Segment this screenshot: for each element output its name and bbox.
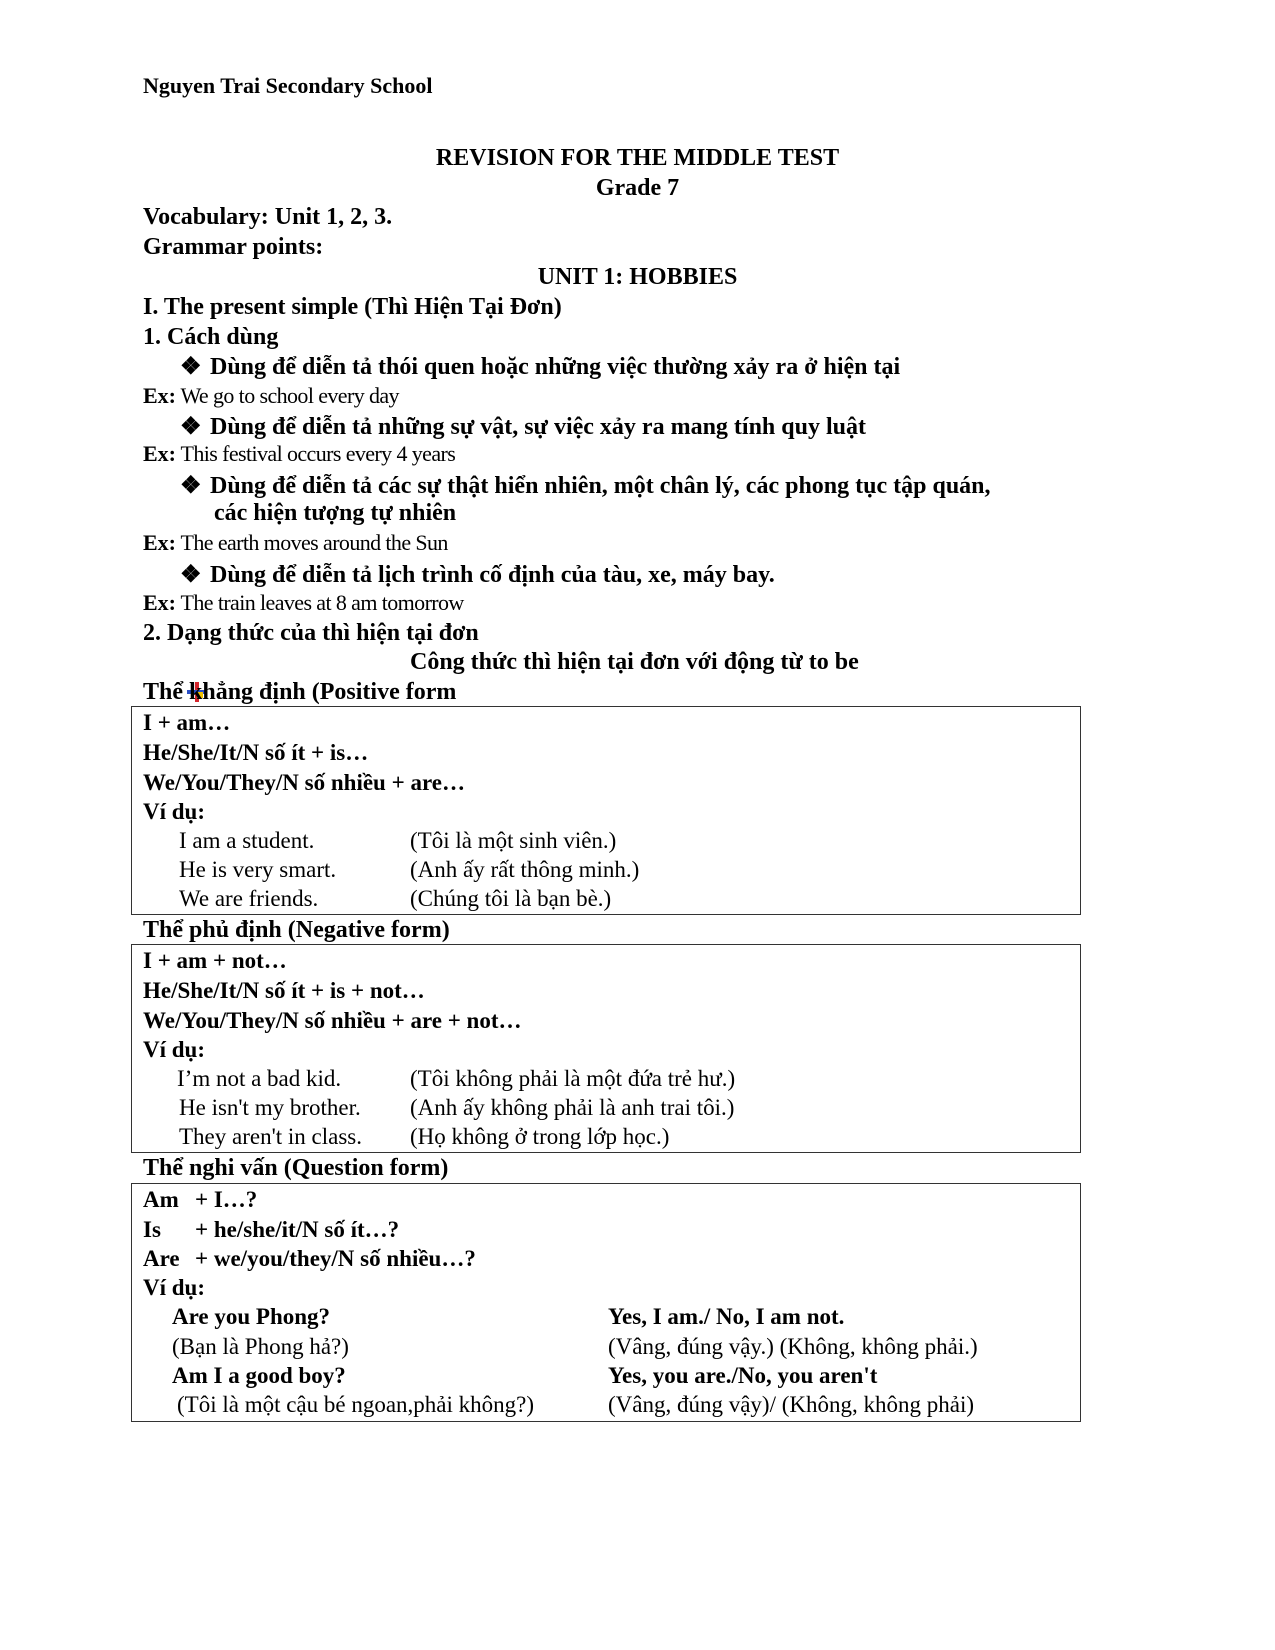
example-text-1: We go to school every day: [180, 383, 399, 408]
question-rule-line: [143, 1187, 257, 1213]
rule-line: He/She/It/N số ít + is…: [143, 740, 369, 765]
question-rule-line: [143, 1217, 399, 1243]
positive-form-heading: Thể khẳng định (Positive form: [143, 679, 457, 705]
unit-heading: UNIT 1: HOBBIES: [537, 264, 738, 290]
diamond-bullet-icon: ❖: [180, 473, 202, 499]
example-label: Ví dụ:: [143, 799, 205, 824]
positive-form-box: [131, 706, 1081, 915]
example-question: Am I a good boy?: [172, 1363, 346, 1388]
usage-bullet-3: [180, 471, 991, 500]
rule-rest: + we/you/they/N số nhiều…?: [195, 1246, 476, 1271]
rule-verb: Am: [143, 1187, 179, 1212]
example-english: He is very smart.: [179, 857, 337, 882]
formula-title: Công thức thì hiện tại đơn với động từ to be: [410, 649, 859, 675]
example-vietnamese: (Anh ấy rất thông minh.): [410, 857, 640, 882]
school-name: Nguyen Trai Secondary School: [143, 73, 433, 98]
negative-form-heading: Thể phủ định (Negative form): [143, 917, 450, 943]
usage-bullet-2: [180, 412, 866, 441]
usage-text-4: Dùng để diễn tả lịch trình cố định của tàu, xe, máy bay.: [210, 562, 775, 588]
usage-bullet-4: [180, 560, 775, 589]
rule-line: We/You/They/N số nhiều + are + not…: [143, 1008, 522, 1033]
example-text-3: The earth moves around the Sun: [180, 530, 448, 555]
example-answer: Yes, you are./No, you aren't: [608, 1363, 878, 1388]
example-english: They aren't in class.: [179, 1124, 362, 1149]
example-answer: Yes, I am./ No, I am not.: [608, 1304, 845, 1329]
example-label: Ví dụ:: [143, 1275, 205, 1300]
example-vietnamese: (Tôi không phải là một đứa trẻ hư.): [410, 1066, 736, 1091]
ex-label: Ex:: [143, 530, 176, 555]
ex-label: Ex:: [143, 383, 176, 408]
diamond-bullet-icon: ❖: [180, 562, 202, 588]
example-question-vietnamese: (Bạn là Phong hả?): [172, 1334, 349, 1359]
example-vietnamese: (Anh ấy không phải là anh trai tôi.): [410, 1095, 735, 1120]
form-heading: 2. Dạng thức của thì hiện tại đơn: [143, 620, 479, 646]
question-rule-line: [143, 1246, 476, 1272]
section-heading: I. The present simple (Thì Hiện Tại Đơn): [143, 294, 562, 320]
usage-text-1: Dùng để diễn tả thói quen hoặc những việc thường xảy ra ở hiện tại: [210, 354, 901, 380]
example-line-1: [143, 383, 399, 409]
example-vietnamese: (Họ không ở trong lớp học.): [410, 1124, 670, 1149]
example-question: Are you Phong?: [172, 1304, 331, 1329]
usage-heading: 1. Cách dùng: [143, 324, 279, 350]
example-answer-vietnamese: (Vâng, đúng vậy)/ (Không, không phải): [608, 1392, 975, 1417]
example-line-2: [143, 441, 455, 467]
diamond-bullet-icon: ❖: [180, 354, 202, 380]
rule-rest: + I…?: [195, 1187, 258, 1212]
example-vietnamese: (Chúng tôi là bạn bè.): [410, 886, 612, 911]
question-form-heading: Thể nghi vấn (Question form): [143, 1155, 449, 1181]
example-english: I am a student.: [179, 828, 315, 853]
rule-line: I + am…: [143, 710, 231, 735]
rule-line: He/She/It/N số ít + is + not…: [143, 978, 425, 1003]
rule-line: We/You/They/N số nhiều + are…: [143, 770, 465, 795]
question-form-box: [131, 1183, 1081, 1422]
example-text-4: The train leaves at 8 am tomorrow: [180, 590, 464, 615]
example-english: I’m not a bad kid.: [177, 1066, 342, 1091]
example-english: He isn't my brother.: [179, 1095, 361, 1120]
document-title: REVISION FOR THE MIDDLE TEST: [435, 145, 840, 171]
ex-label: Ex:: [143, 441, 176, 466]
example-vietnamese: (Tôi là một sinh viên.): [410, 828, 617, 853]
example-text-2: This festival occurs every 4 years: [180, 441, 456, 466]
example-line-4: [143, 590, 464, 616]
example-line-3: [143, 530, 448, 556]
grade-label: Grade 7: [595, 175, 680, 201]
negative-form-box: [131, 944, 1081, 1153]
example-answer-vietnamese: (Vâng, đúng vậy.) (Không, không phải.): [608, 1334, 978, 1359]
usage-text-3-continued: các hiện tượng tự nhiên: [214, 500, 457, 526]
diamond-bullet-icon: ❖: [180, 414, 202, 440]
rule-line: I + am + not…: [143, 948, 287, 973]
usage-text-3: Dùng để diễn tả các sự thật hiển nhiên, một chân lý, các phong tục tập quán,: [210, 473, 991, 499]
usage-bullet-1: [180, 352, 900, 381]
example-english: We are friends.: [179, 886, 319, 911]
rule-verb: Are: [143, 1246, 180, 1271]
vocabulary-line: Vocabulary: Unit 1, 2, 3.: [143, 204, 393, 230]
grammar-points-line: Grammar points:: [143, 234, 324, 260]
example-label: Ví dụ:: [143, 1037, 205, 1062]
example-question-vietnamese: (Tôi là một cậu bé ngoan,phải không?): [177, 1392, 535, 1417]
ex-label: Ex:: [143, 590, 176, 615]
rule-verb: Is: [143, 1217, 161, 1242]
usage-text-2: Dùng để diễn tả những sự vật, sự việc xảy ra mang tính quy luật: [210, 414, 866, 440]
rule-rest: + he/she/it/N số ít…?: [195, 1217, 400, 1242]
